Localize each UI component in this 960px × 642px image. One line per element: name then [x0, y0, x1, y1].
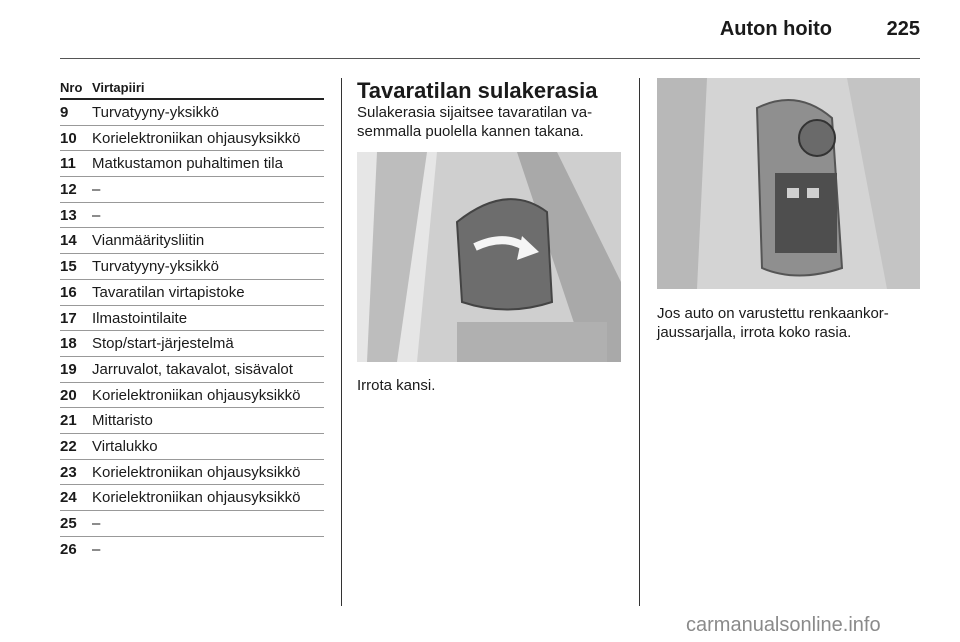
section-title: Tavaratilan sulakerasia [357, 78, 598, 103]
header-number: Nro [60, 80, 83, 95]
fuse-number: 11 [60, 155, 76, 173]
fuse-number: 19 [60, 360, 77, 378]
fuse-number: 20 [60, 386, 77, 404]
fuse-number: 9 [60, 104, 69, 121]
fuse-number: 21 [60, 412, 77, 430]
table-row [60, 383, 324, 409]
intro-line: semmalla puolella kannen takana. [357, 123, 584, 140]
chapter-title: Auton hoito [719, 18, 832, 40]
fuse-number: 26 [60, 540, 77, 558]
table-row [60, 126, 324, 152]
table-row [60, 511, 324, 537]
intro-line: Sulakerasia sijaitsee tavaratilan va- [357, 104, 593, 121]
fuse-number: 23 [60, 463, 77, 481]
table-row [60, 357, 324, 383]
caption-remove-cover: Irrota kansi. [357, 377, 436, 394]
table-header [60, 78, 324, 100]
page-number: 225 [886, 18, 920, 40]
fuse-circuit: Matkustamon puhaltimen tila [92, 155, 283, 173]
table-row [60, 151, 324, 177]
table-row [60, 460, 324, 486]
fuse-number: 12 [60, 181, 77, 199]
fuse-circuit: Ilmastointilaite [92, 309, 188, 327]
fuse-circuit: Tavaratilan virtapistoke [92, 283, 245, 301]
page-header [60, 18, 920, 44]
fuse-box-cover-photo [357, 152, 621, 362]
fuse-circuit: Korielektroniikan ohjausyksikkö [92, 489, 301, 507]
header-circuit: Virtapiiri [92, 80, 145, 95]
fuse-circuit: Vianmääritysliitin [92, 232, 205, 250]
fuse-number: 15 [60, 258, 77, 276]
fuse-circuit: Jarruvalot, takavalot, sisävalot [92, 360, 293, 378]
fuse-circuit: – [92, 181, 101, 199]
table-row [60, 203, 324, 229]
caption-tire-repair-kit [657, 304, 889, 342]
fuse-number: 18 [60, 335, 77, 353]
table-body [60, 100, 324, 561]
fuse-number: 13 [60, 206, 77, 224]
table-row [60, 537, 324, 562]
fuse-box-photo [657, 78, 920, 289]
fuse-circuit: – [92, 206, 101, 224]
table-row [60, 177, 324, 203]
table-row [60, 228, 324, 254]
fuse-circuit: Korielektroniikan ohjausyksikkö [92, 386, 301, 404]
fuse-number: 17 [60, 309, 77, 327]
table-row [60, 434, 324, 460]
header-divider [60, 58, 920, 59]
table-row [60, 100, 324, 126]
fuse-number: 22 [60, 437, 77, 455]
fuse-circuit: Korielektroniikan ohjausyksikkö [92, 129, 301, 147]
column-divider-1 [341, 78, 342, 606]
fuse-circuit: Turvatyyny-yksikkö [92, 104, 219, 121]
caption-line: Jos auto on varustettu renkaankor- [657, 305, 889, 322]
caption-line: jaussarjalla, irrota koko rasia. [657, 324, 852, 341]
table-row [60, 485, 324, 511]
section-intro [357, 103, 627, 141]
watermark: carmanualsonline.info [686, 614, 881, 636]
fuse-circuit: Stop/start-järjestelmä [92, 335, 234, 353]
table-row [60, 280, 324, 306]
fuse-number: 16 [60, 283, 77, 301]
fuse-number: 10 [60, 129, 77, 147]
table-row [60, 408, 324, 434]
fuse-circuit: Korielektroniikan ohjausyksikkö [92, 463, 301, 481]
column-divider-2 [639, 78, 640, 606]
fuse-number: 25 [60, 515, 77, 532]
table-row [60, 254, 324, 280]
fuse-number: 14 [60, 232, 77, 250]
fuse-circuit: Virtalukko [92, 437, 158, 455]
fuse-circuit: Mittaristo [92, 412, 153, 430]
fuse-circuit: – [92, 540, 101, 558]
table-row [60, 331, 324, 357]
table-row [60, 306, 324, 332]
fuse-table [60, 78, 324, 561]
fuse-number: 24 [60, 489, 77, 507]
fuse-circuit: Turvatyyny-yksikkö [92, 258, 219, 276]
fuse-circuit: – [92, 515, 101, 532]
